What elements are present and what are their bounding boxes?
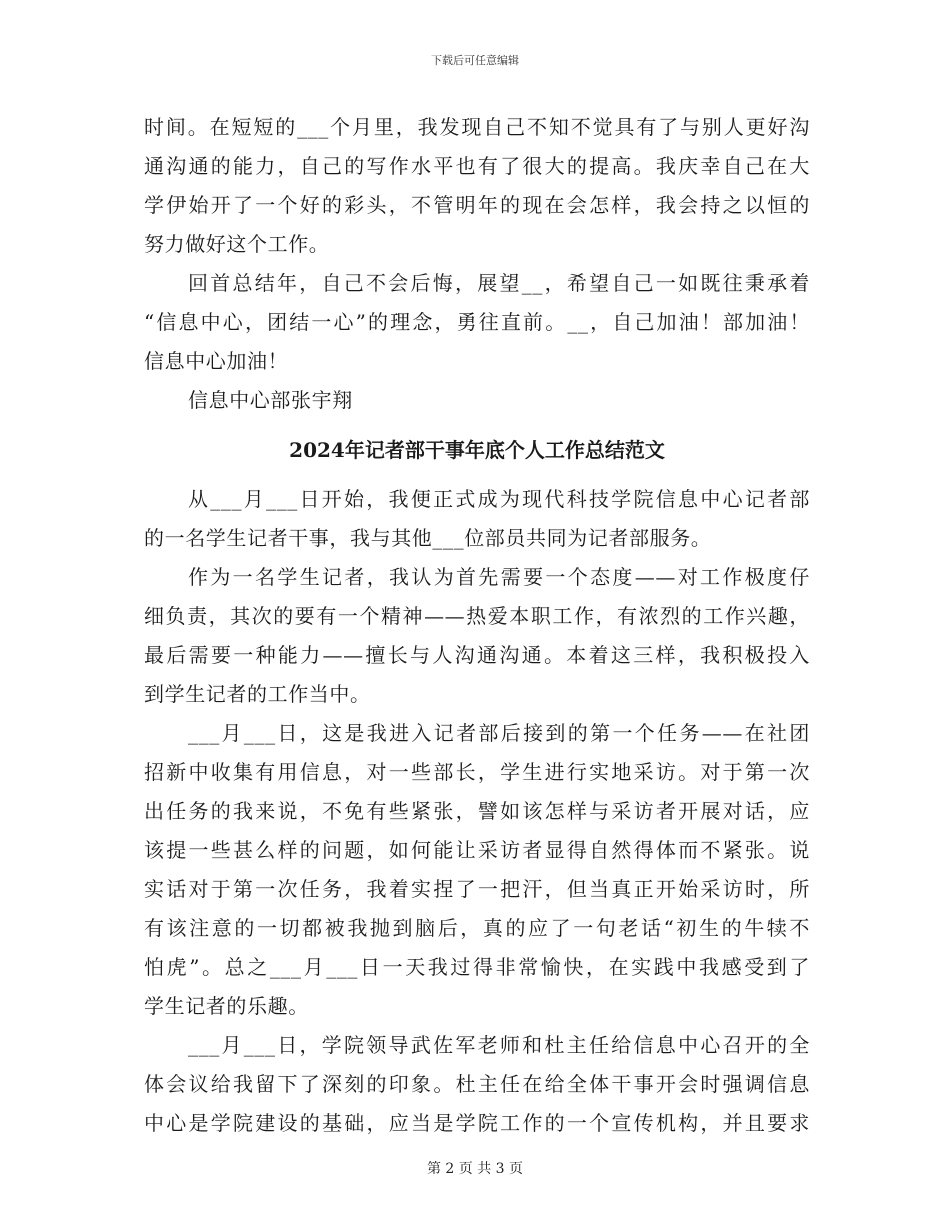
signature-line: 信息中心部张宇翔 [188, 388, 353, 412]
paragraph-line: 通沟通的能力，自己的写作水平也有了很大的提高。我庆幸自己在大 [144, 154, 810, 178]
paragraph-line: 怕虎”。总之___月___日一天我过得非常愉快，在实践中我感受到了 [144, 955, 810, 979]
paragraph-line: 努力做好这个工作。 [144, 232, 330, 256]
paragraph-line: 最后需要一种能力——擅长与人沟通沟通。本着这三样，我积极投入 [144, 643, 810, 667]
paragraph-line: 体会议给我留下了深刻的印象。杜主任在给全体干事开会时强调信息 [144, 1072, 810, 1096]
paragraph-line: 有该注意的一切都被我抛到脑后，真的应了一句老话“初生的牛犊不 [144, 916, 810, 940]
paragraph-line: 细负责，其次的要有一个精神——热爱本职工作，有浓烈的工作兴趣， [144, 604, 810, 628]
paragraph-line: 学生记者的乐趣。 [144, 994, 309, 1018]
paragraph-line: 出任务的我来说，不免有些紧张，譬如该怎样与采访者开展对话，应 [144, 799, 810, 823]
page-number: 第 2 页 共 3 页 [426, 1161, 524, 1177]
paragraph-line: ___月___日，学院领导武佐军老师和杜主任给信息中心召开的全 [188, 1033, 810, 1057]
paragraph-line: ___月___日，这是我进入记者部后接到的第一个任务——在社团 [188, 721, 810, 745]
article-title: 2024年记者部干事年底个人工作总结范文 [289, 438, 665, 462]
document-body [144, 108, 810, 1143]
paragraph-line: 中心是学院建设的基础，应当是学院工作的一个宣传机构，并且要求 [144, 1111, 810, 1135]
paragraph-line: 实话对于第一次任务，我着实捏了一把汗，但当真正开始采访时，所 [144, 877, 810, 901]
paragraph-line: 招新中收集有用信息，对一些部长，学生进行实地采访。对于第一次 [144, 760, 810, 784]
paragraph-line: 该提一些甚么样的问题，如何能让采访者显得自然得体而不紧张。说 [144, 838, 810, 862]
paragraph-line: 时间。在短短的___个月里，我发现自己不知不觉具有了与别人更好沟 [144, 115, 810, 139]
paragraph-line: 到学生记者的工作当中。 [144, 682, 371, 706]
page-header: 下载后可任意编辑 [431, 54, 519, 67]
paragraph-line: 学伊始开了一个好的彩头，不管明年的现在会怎样，我会持之以恒的 [144, 193, 810, 217]
paragraph-line: “信息中心，团结一心”的理念，勇往直前。__，自己加油！部加油！ [144, 310, 810, 334]
paragraph-line: 从___月___日开始，我便正式成为现代科技学院信息中心记者部 [188, 487, 810, 511]
paragraph-line: 信息中心加油！ [144, 349, 289, 373]
paragraph-line: 作为一名学生记者，我认为首先需要一个态度——对工作极度仔 [188, 565, 810, 589]
paragraph-line: 的一名学生记者干事，我与其他___位部员共同为记者部服务。 [144, 526, 712, 550]
paragraph-line: 回首总结年，自己不会后悔，展望__，希望自己一如既往秉承着 [188, 271, 810, 295]
